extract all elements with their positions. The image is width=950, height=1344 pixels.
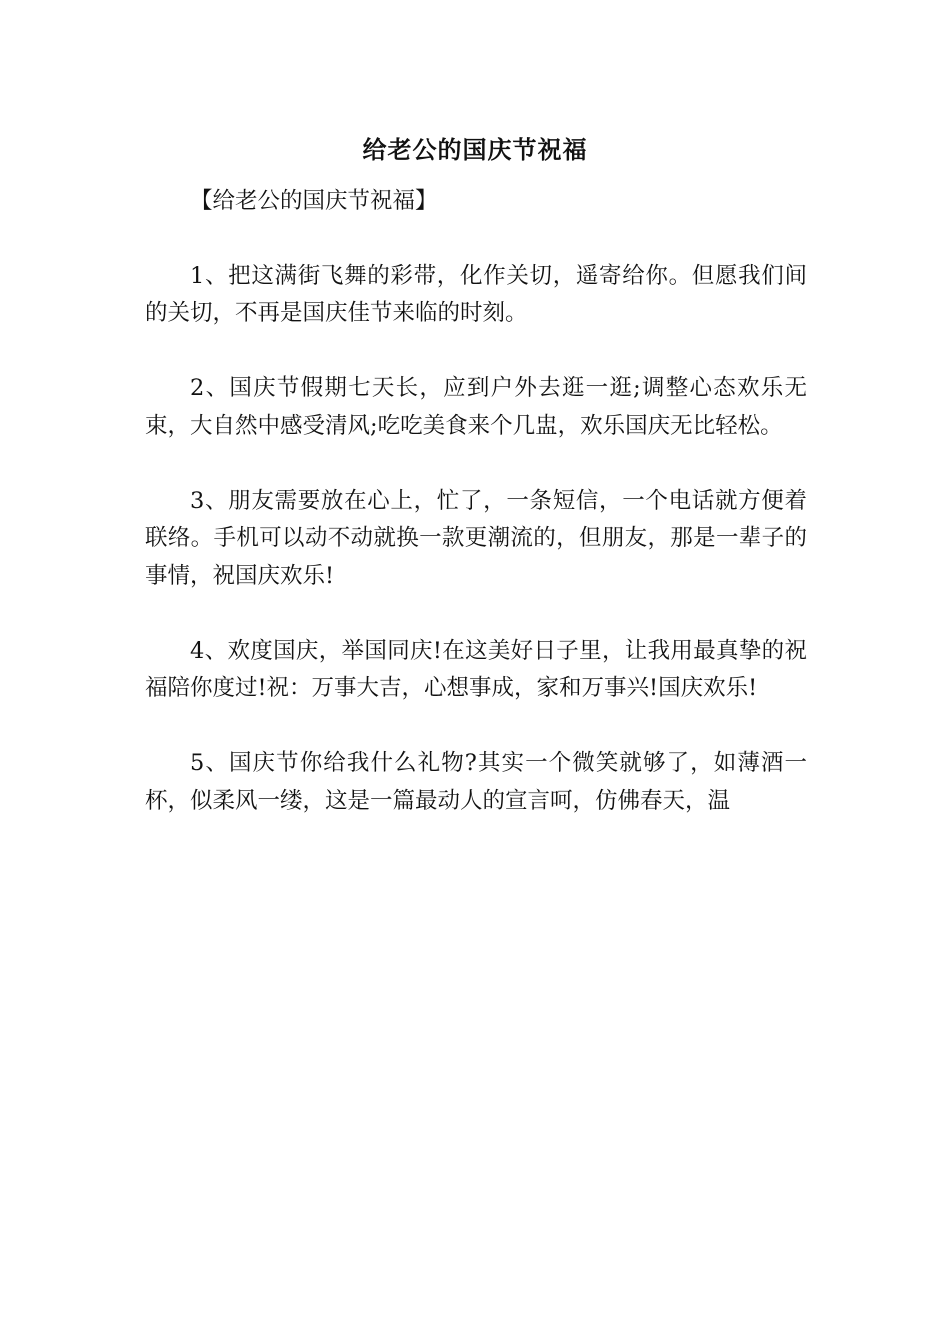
paragraph-spacer xyxy=(145,220,807,258)
paragraph-1: 1、把这满街飞舞的彩带，化作关切，遥寄给你。但愿我们间的关切，不再是国庆佳节来临的时刻。 xyxy=(145,262,807,326)
paragraph-4: 4、欢度国庆，举国同庆!在这美好日子里，让我用最真挚的祝福陪你度过!祝：万事大吉，心想事成，家和万事兴!国庆欢乐! xyxy=(145,637,807,701)
paragraph-5: 5、国庆节你给我什么礼物?其实一个微笑就够了，如薄酒一杯，似柔风一缕，这是一篇最动人的宣言呵，仿佛春天，温 xyxy=(145,750,807,814)
paragraph-spacer xyxy=(145,333,807,371)
document-title: 给老公的国庆节祝福 xyxy=(362,136,588,164)
paragraph-2: 2、国庆节假期七天长，应到户外去逛一逛;调整心态欢乐无束，大自然中感受清风;吃吃美食来个几盅，欢乐国庆无比轻松。 xyxy=(145,375,807,439)
paragraph-spacer xyxy=(145,445,807,483)
paragraph-spacer xyxy=(145,708,807,746)
document-body xyxy=(145,183,807,820)
subheading: 【给老公的国庆节祝福】 xyxy=(190,188,438,214)
paragraph-spacer xyxy=(145,595,807,633)
paragraph-3: 3、朋友需要放在心上，忙了，一条短信，一个电话就方便着联络。手机可以动不动就换一款更潮流的，但朋友，那是一辈子的事情，祝国庆欢乐! xyxy=(145,487,807,589)
